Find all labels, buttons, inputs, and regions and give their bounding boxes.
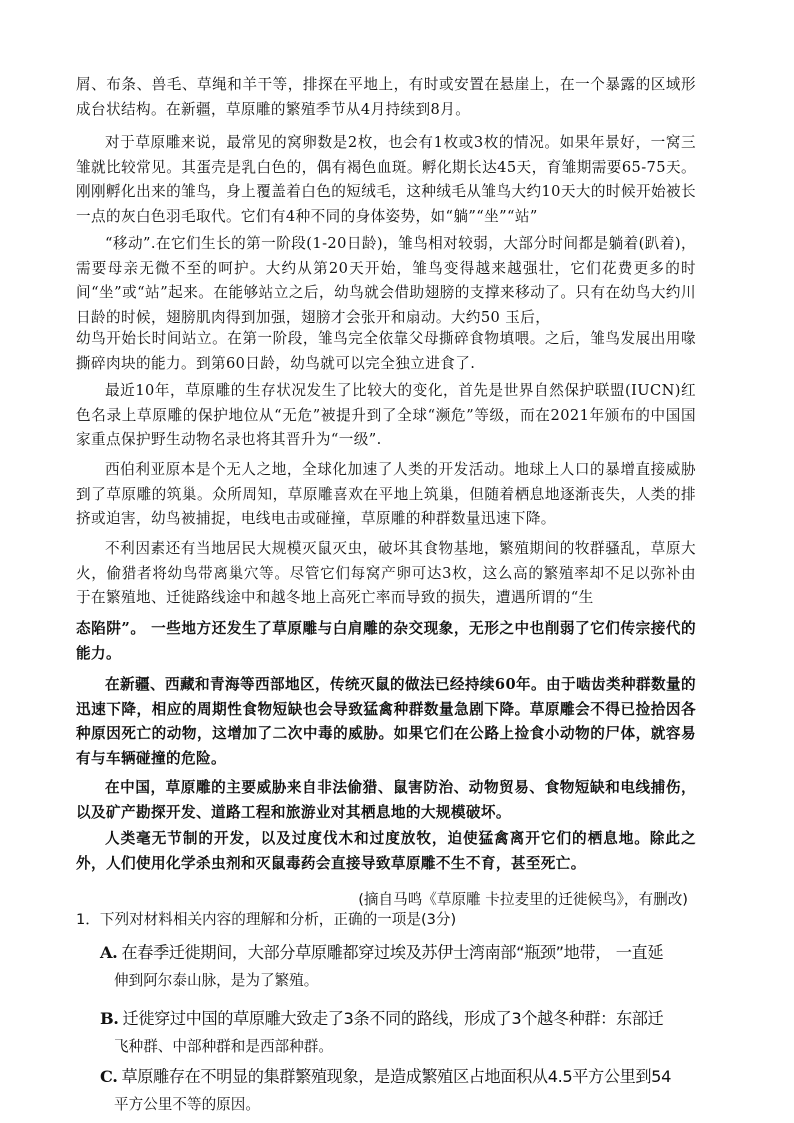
paragraph-ecological-trap: 态陷阱”。 一些地方还发生了草原雕与白肩雕的杂交现象，无形之中也削弱了它们传宗接代的能力。 [76, 620, 696, 662]
option-c-text-line1: 草原雕存在不明显的集群繁殖现象，是造成繁殖区占地面积从4.5平方公里到54 [121, 1067, 671, 1086]
option-c[interactable] [100, 1062, 696, 1118]
option-b-text-line2: 飞种群、中部种群和是西部种群。 [114, 1038, 333, 1055]
paragraph-siberia: 西伯利亚原本是个无人之地，全球化加速了人类的开发活动。地球上人口的暴增直接威胁到了草原雕的筑巢。众所周知，草原雕喜欢在平地上筑巢，但随着栖息地逐渐丧失，人类的排挤或迫害，幼鸟被捕捉，电线电击或碰撞，草原雕的种群数量迅速下降。 [76, 461, 696, 527]
paragraph-growth-stages: “移动”.在它们生长的第一阶段(1-20日龄)，雏鸟相对较弱，大部分时间都是躺着(趴着)，需要母亲无微不至的呵护。大约从第20天开始，雏鸟变得越来越强壮，它们花费更多的时间“坐”或“站”起来。在能够站立之后，幼鸟就会借助翅膀的支撑来移动了。只有在幼鸟大约川日龄的时候，翅膀肌肉得到加强，翅膀才会张开和扇动。大约50 玉后， [76, 235, 696, 326]
paragraph-nest-structure: 屑、布条、兽毛、草绳和羊干等，排探在平地上，有时或安置在悬崖上，在一个暴露的区域形成台状结构。在新疆，草原雕的繁殖季节从4月持续到8月。 [76, 76, 696, 118]
question-1-stem: 1．下列对材料相关内容的理解和分析，正确的一项是(3分) [76, 911, 457, 928]
option-a-text-line1: 在春季迁徙期间，大部分草原雕都穿过埃及苏伊士湾南部“瓶颈”地带， 一直延 [121, 943, 664, 962]
paragraph-rodent-control: 在新疆、西藏和青海等西部地区，传统灭鼠的做法已经持续60年。由于啮齿类种群数量的迅速下降，相应的周期性食物短缺也会导致猛禽种群数量急剧下降。草原雕会不得已捡拾因各种原因死亡的动物，这增加了二次中毒的威胁。如果它们在公路上捡食小动物的尸体，就容易有与车辆碰撞的危险。 [76, 676, 696, 767]
option-c-text-line2: 平方公里不等的原因。 [114, 1096, 260, 1113]
option-b-letter: B. [100, 1009, 119, 1028]
option-c-letter: C. [100, 1067, 118, 1086]
option-a-text-line2: 伸到阿尔泰山脉，是为了繁殖。 [114, 972, 319, 989]
paragraph-iucn-status: 最近10年，草原雕的生存状况发生了比较大的变化，首先是世界自然保护联盟(IUCN)红色名录上草原雕的保护地位从“无危”被提升到了全球“濒危”等级，而在2021年颁布的中国国家重点保护野生动物名录也将其晋升为“一级”. [76, 382, 696, 448]
paragraph-independent-feeding: 幼鸟开始长时间站立。在第一阶段，雏鸟完全依靠父母撕碎食物填喂。之后，雏鸟发展出用喙撕碎肉块的能力。到第60日龄，幼鸟就可以完全独立进食了. [76, 330, 696, 372]
option-a[interactable] [100, 938, 696, 994]
paragraph-human-development: 人类毫无节制的开发，以及过度伐木和过度放牧，迫使猛禽离开它们的栖息地。除此之外，人们使用化学杀虫剂和灭鼠毒药会直接导致草原雕不生不育，甚至死亡。 [76, 830, 696, 872]
paragraph-unfavorable-factors: 不利因素还有当地居民大规模灭鼠灭虫，破坏其食物基地，繁殖期间的牧群骚乱，草原大火，偷猎者将幼鸟带离巢穴等。尽管它们每窝产卵可达3枚，这么高的繁殖率却不足以弥补由于在繁殖地、迁徙路线途中和越冬地上高死亡率而导致的损失，遭遇所谓的“生 [76, 540, 696, 606]
option-b[interactable] [100, 1004, 696, 1060]
source-citation: (摘自马鸣《草原雕 卡拉麦里的迁徙候鸟》，有删改) [358, 891, 688, 908]
option-b-text-line1: 迁徙穿过中国的草原雕大致走了3条不同的路线，形成了3个越冬种群：东部迁 [122, 1009, 664, 1028]
paragraph-clutch-size: 对于草原雕来说，最常见的窝卵数是2枚，也会有1枚或3枚的情况。如果年景好，一窝三雏就比较常见。其蛋壳是乳白色的，偶有褐色血斑。孵化期长达45天，育雏期需要65-75天。刚刚孵化出来的雏鸟，身上覆盖着白色的短绒毛，这种绒毛从雏鸟大约10天大的时候开始被长一点的灰白色羽毛取代。它们有4种不同的身体姿势，如“躺”“坐”“站” [76, 134, 696, 225]
paragraph-threats-china: 在中国，草原雕的主要威胁来自非法偷猎、鼠害防治、动物贸易、食物短缺和电线捕伤，以及矿产勘探开发、道路工程和旅游业对其栖息地的大规模破坏。 [76, 779, 696, 821]
option-a-letter: A. [100, 943, 118, 962]
